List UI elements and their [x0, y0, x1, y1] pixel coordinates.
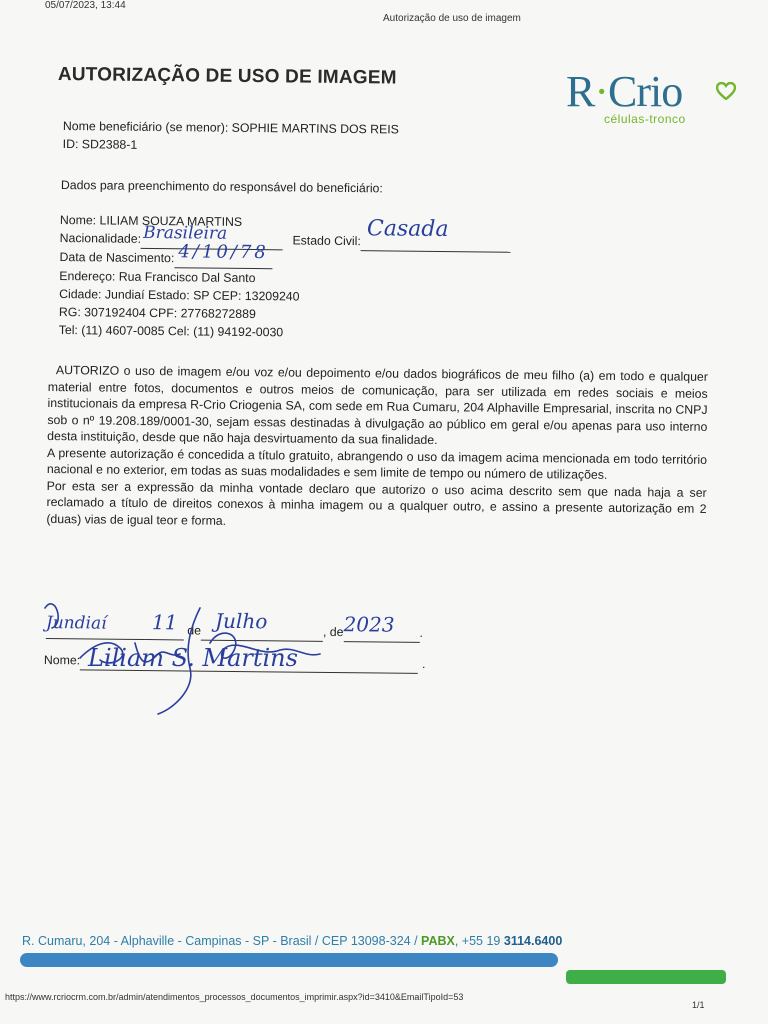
footer-address-text: R. Cumaru, 204 - Alphaville - Campinas - SP - Brasil / CEP 13098-324 / [22, 934, 418, 948]
de-label-1: de [187, 623, 202, 638]
civil-status-field [361, 216, 511, 253]
authorization-text [46, 362, 708, 534]
page-number: 1/1 [692, 1000, 705, 1010]
city-value: Jundiaí [45, 613, 107, 634]
month-value: Julho [214, 608, 268, 634]
phones-line: Tel: (11) 4607-0085 Cel: (11) 94192-0030 [58, 322, 284, 340]
print-url: https://www.rcriocrm.com.br/admin/atendimentos_processos_documentos_imprimir.aspx?id=3410&EmailTipoId=53 [5, 992, 464, 1002]
date-end-dot: . [419, 625, 424, 640]
logo-tagline: células-tronco [604, 112, 686, 126]
pabx-label: PABX [421, 934, 455, 948]
beneficiary-id: ID: SD2388-1 [62, 136, 138, 152]
birth-field [174, 241, 272, 269]
print-datetime: 05/07/2023, 13:44 [45, 0, 126, 11]
signature-name-text: Liliam S. Martins [88, 644, 298, 672]
rcrio-logo [566, 67, 746, 140]
paragraph-declaration: Por esta ser a expressão da minha vontade declaro que autorizo o uso acima descrito sem que nada haja a ser reclamado a título de direitos conexos à minha imagem ou a qualquer outro, e assino a presente autorização em 2 (duas) vias de igual teor e forma. [46, 478, 707, 528]
beneficiary-block [63, 117, 399, 157]
name-label: Nome: [43, 652, 81, 668]
civil-status-value: Casada [366, 216, 449, 243]
civil-status-label: Estado Civil: [292, 233, 361, 249]
responsible-intro: Dados para preenchimento do responsável do beneficiário: [60, 177, 383, 196]
print-header-title: Autorização de uso de imagem [383, 13, 521, 24]
beneficiary-name: Nome beneficiário (se menor): SOPHIE MARTINS DOS REIS [62, 118, 399, 137]
year-value: 2023 [343, 612, 395, 637]
document-title: AUTORIZAÇÃO DE USO DE IMAGEM [57, 64, 397, 89]
handwritten-signature [40, 588, 340, 728]
name-end-dot: . [422, 656, 426, 671]
nationality-value: Brasileira [143, 222, 228, 244]
phone-prefix: , +55 19 [454, 934, 501, 948]
logo-wordmark: R·Crio [566, 67, 683, 116]
city-line: Cidade: Jundiaí Estado: SP CEP: 13209240 [59, 286, 300, 304]
year-field [343, 612, 419, 643]
responsible-block [59, 211, 511, 344]
responsible-name: Nome: LILIAM SOUZA MARTINS [59, 212, 243, 229]
birth-value: 4/10/78 [178, 241, 269, 264]
address-line: Endereço: Rua Francisco Dal Santo [59, 268, 256, 286]
phone-number: 3114.6400 [503, 934, 563, 948]
heart-icon [716, 82, 736, 100]
footer-green-bar [566, 970, 726, 984]
birth-label: Data de Nascimento: [59, 249, 175, 266]
de-label-2: , de [322, 624, 344, 640]
nationality-label: Nacionalidade: [59, 230, 142, 246]
day-value: 11 [151, 610, 178, 635]
company-address [22, 934, 562, 948]
documents-line: RG: 307192404 CPF: 27768272889 [58, 304, 256, 322]
paragraph-authorize: AUTORIZO o uso de imagem e/ou voz e/ou depoimento e/ou dados biográficos de meu filho (a) em todo e qualquer material entre fotos, documentos e outros meios de comunicação, para ser utilizada em redes sociais e meios institucionais da empresa R-Crio Criogenia SA, com sede em Rua Cumaru, 204 Alphaville Empresarial, inscrita no CNPJ sob o nº 19.208.189/0001-30, sejam essas destinadas à divulgação ao público em geral e/ou apenas para uso interno desta instituição, desde que não haja desvirtuamento da sua finalidade. [47, 363, 708, 448]
paragraph-gratuitous: A presente autorização é concedida a título gratuito, abrangendo o uso da imagem acima mencionada em todo território nacional e no exterior, em todas as suas modalidades e sem limite de tempo ou número de utilizações. [46, 445, 708, 482]
footer-blue-bar [20, 953, 558, 967]
